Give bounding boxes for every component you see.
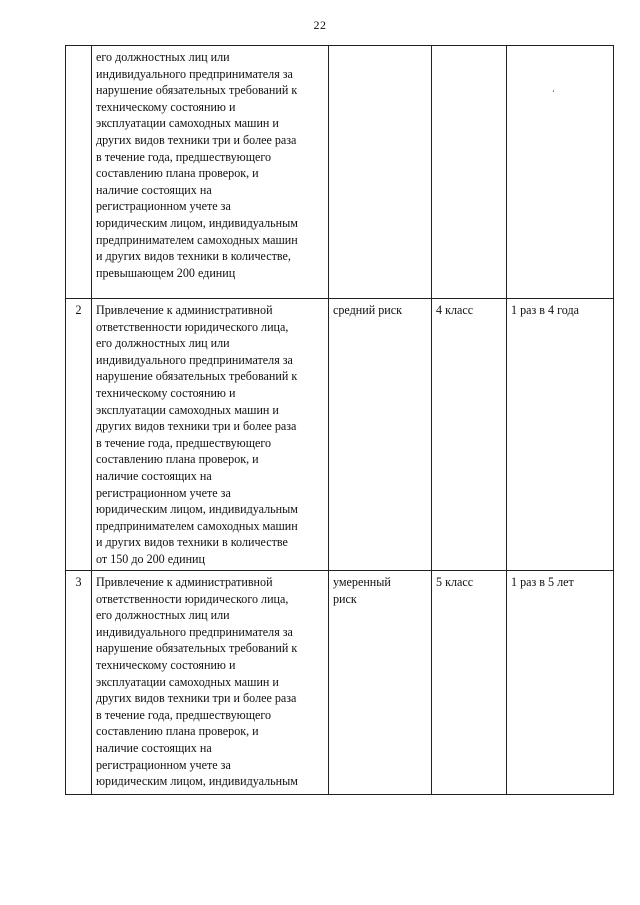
description-line: наличие состоящих на [96, 468, 212, 483]
description-line: других видов техники три и более раза [96, 691, 297, 706]
description-line: и других видов техники в количестве, [96, 249, 291, 264]
description-line: нарушение обязательных требований к [96, 369, 298, 384]
row-number-cell: 3 [66, 571, 92, 795]
description-line: ответственности юридического лица, [96, 591, 289, 606]
description-line: других видов техники три и более раза [96, 419, 297, 434]
description-line: Привлечение к административной [96, 303, 273, 317]
inspection-frequency-cell [507, 46, 614, 299]
description-line: его должностных лиц или [96, 50, 230, 64]
scan-speck: ‘ [552, 88, 555, 98]
description-line: индивидуального предпринимателя за [96, 624, 293, 639]
description-line: составлению плана проверок, и [96, 166, 259, 181]
criterion-description-cell [92, 299, 329, 571]
row-number-cell [66, 46, 92, 299]
description-line: предпринимателем самоходных машин [96, 518, 298, 533]
description-line: техническому состоянию и [96, 385, 236, 400]
hazard-class-cell [432, 46, 507, 299]
description-line: в течение года, предшествующего [96, 435, 272, 450]
description-line: предпринимателем самоходных машин [96, 232, 298, 247]
description-line: нарушение обязательных требований к [96, 641, 298, 656]
risk-category-line: риск [333, 591, 357, 606]
hazard-class-cell: 5 класс [432, 571, 507, 795]
description-line: в течение года, предшествующего [96, 149, 272, 164]
risk-category-cell [329, 299, 432, 571]
description-line: регистрационном учете за [96, 485, 231, 500]
table-row [66, 299, 614, 571]
table-row [66, 571, 614, 795]
description-line: эксплуатации самоходных машин и [96, 674, 279, 689]
row-number-cell: 2 [66, 299, 92, 571]
description-line: юридическим лицом, индивидуальным [96, 774, 298, 789]
description-line: в течение года, предшествующего [96, 707, 272, 722]
description-line: его должностных лиц или [96, 608, 230, 623]
table-body [66, 46, 614, 795]
description-line: индивидуального предпринимателя за [96, 66, 293, 81]
description-line: и других видов техники в количестве [96, 535, 288, 550]
description-line: эксплуатации самоходных машин и [96, 116, 279, 131]
description-line: эксплуатации самоходных машин и [96, 402, 279, 417]
description-line: составлению плана проверок, и [96, 452, 259, 467]
description-line: других видов техники три и более раза [96, 132, 297, 147]
risk-category-cell [329, 571, 432, 795]
description-line: регистрационном учете за [96, 199, 231, 214]
risk-category-line: средний риск [333, 303, 402, 317]
criterion-description-cell [92, 571, 329, 795]
description-line: превышающем 200 единиц [96, 265, 236, 280]
description-line: техническому состоянию и [96, 99, 236, 114]
criterion-description-cell [92, 46, 329, 299]
description-line: его должностных лиц или [96, 336, 230, 351]
inspection-frequency-cell: 1 раз в 5 лет [507, 571, 614, 795]
description-line: наличие состоящих на [96, 740, 212, 755]
hazard-class-cell: 4 класс [432, 299, 507, 571]
description-line: ответственности юридического лица, [96, 319, 289, 334]
risk-criteria-table [65, 45, 614, 795]
risk-category-cell [329, 46, 432, 299]
description-line: составлению плана проверок, и [96, 724, 259, 739]
table-row [66, 46, 614, 299]
description-line: юридическим лицом, индивидуальным [96, 502, 298, 517]
inspection-frequency-cell: 1 раз в 4 года [507, 299, 614, 571]
description-line: Привлечение к административной [96, 575, 273, 589]
description-line: юридическим лицом, индивидуальным [96, 215, 298, 230]
description-line: индивидуального предпринимателя за [96, 352, 293, 367]
description-line: от 150 до 200 единиц [96, 551, 205, 566]
risk-category-line: умеренный [333, 575, 391, 589]
description-line: нарушение обязательных требований к [96, 83, 298, 98]
description-line: техническому состоянию и [96, 657, 236, 672]
page-number: 22 [313, 18, 327, 32]
description-line: регистрационном учете за [96, 757, 231, 772]
description-line: наличие состоящих на [96, 182, 212, 197]
